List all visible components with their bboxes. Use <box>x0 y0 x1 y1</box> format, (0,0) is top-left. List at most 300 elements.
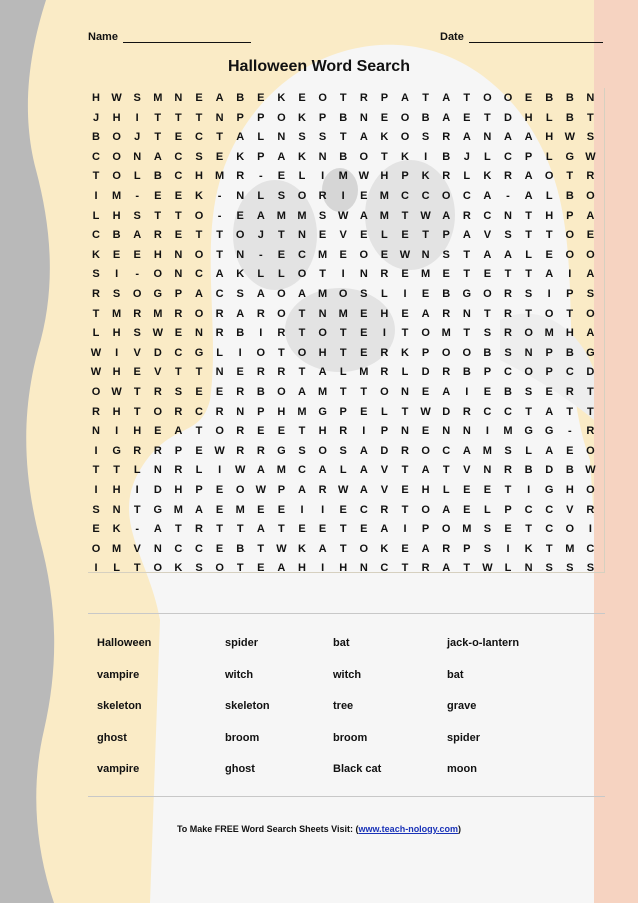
grid-letter[interactable]: E <box>257 503 265 516</box>
grid-letter[interactable]: K <box>92 248 100 261</box>
grid-letter[interactable]: A <box>256 523 265 536</box>
grid-letter[interactable]: A <box>442 386 451 398</box>
grid-letter[interactable]: L <box>216 346 223 359</box>
grid-letter[interactable]: T <box>484 111 491 124</box>
grid-letter[interactable]: T <box>463 92 471 104</box>
grid-letter[interactable]: A <box>586 268 595 281</box>
grid-letter[interactable]: W <box>420 209 431 222</box>
grid-letter[interactable]: R <box>236 386 245 398</box>
grid-letter[interactable]: E <box>360 346 368 359</box>
grid-letter[interactable]: T <box>463 268 471 281</box>
grid-letter[interactable]: A <box>504 248 512 261</box>
grid-letter[interactable]: P <box>236 111 244 124</box>
grid-letter[interactable]: I <box>382 327 386 340</box>
grid-letter[interactable]: B <box>565 92 574 104</box>
grid-letter[interactable]: K <box>236 268 245 281</box>
grid-letter[interactable]: V <box>133 346 141 359</box>
grid-letter[interactable]: T <box>319 268 326 281</box>
grid-letter[interactable]: O <box>277 111 286 124</box>
grid-letter[interactable]: T <box>133 386 141 398</box>
grid-letter[interactable]: L <box>339 464 347 477</box>
grid-letter[interactable]: L <box>484 503 491 516</box>
grid-letter[interactable]: N <box>92 425 100 438</box>
grid-letter[interactable]: M <box>338 307 348 320</box>
grid-letter[interactable]: A <box>524 170 533 183</box>
grid-letter[interactable]: V <box>463 464 471 477</box>
grid-letter[interactable]: O <box>194 248 204 261</box>
grid-letter[interactable]: T <box>195 229 203 242</box>
grid-letter[interactable]: M <box>421 268 431 281</box>
grid-letter[interactable]: C <box>421 190 430 202</box>
grid-letter[interactable]: M <box>173 503 183 516</box>
grid-letter[interactable]: B <box>236 542 245 555</box>
grid-letter[interactable]: O <box>91 386 101 398</box>
grid-letter[interactable]: S <box>504 229 512 242</box>
grid-letter[interactable]: R <box>462 405 471 418</box>
grid-letter[interactable]: A <box>256 209 265 222</box>
grid-letter[interactable]: L <box>257 190 265 202</box>
grid-letter[interactable]: O <box>544 307 554 320</box>
grid-letter[interactable]: R <box>133 444 142 457</box>
grid-letter[interactable]: K <box>174 562 183 575</box>
grid-letter[interactable]: R <box>504 288 512 300</box>
grid-letter[interactable]: P <box>463 542 471 555</box>
grid-letter[interactable]: R <box>174 307 183 320</box>
grid-letter[interactable]: S <box>360 288 368 300</box>
grid-letter[interactable]: O <box>441 523 451 536</box>
grid-letter[interactable]: M <box>297 209 307 222</box>
grid-letter[interactable]: N <box>318 150 327 163</box>
grid-letter[interactable]: I <box>341 190 345 202</box>
grid-letter[interactable]: E <box>174 229 183 242</box>
grid-letter[interactable]: H <box>380 170 389 183</box>
grid-letter[interactable]: R <box>277 366 286 379</box>
grid-letter[interactable]: T <box>339 327 347 340</box>
grid-letter[interactable]: C <box>174 542 183 555</box>
grid-letter[interactable]: K <box>483 170 492 183</box>
grid-letter[interactable]: E <box>483 484 492 496</box>
grid-letter[interactable]: T <box>216 229 223 242</box>
grid-letter[interactable]: E <box>133 248 141 261</box>
grid-letter[interactable]: M <box>318 386 328 398</box>
grid-letter[interactable]: R <box>215 307 224 320</box>
grid-letter[interactable]: T <box>525 307 532 320</box>
grid-letter[interactable]: W <box>337 209 349 222</box>
grid-letter[interactable]: M <box>276 209 286 222</box>
grid-letter[interactable]: M <box>462 523 472 536</box>
grid-letter[interactable]: L <box>525 444 532 457</box>
grid-letter[interactable]: R <box>401 444 409 457</box>
grid-letter[interactable]: C <box>195 131 203 144</box>
grid-letter[interactable]: I <box>321 170 325 183</box>
grid-letter[interactable]: G <box>112 444 121 457</box>
grid-letter[interactable]: A <box>195 288 203 300</box>
grid-letter[interactable]: I <box>135 484 139 496</box>
grid-letter[interactable]: L <box>525 248 532 261</box>
grid-letter[interactable]: E <box>360 190 368 202</box>
grid-letter[interactable]: T <box>154 111 162 124</box>
grid-letter[interactable]: O <box>153 268 163 281</box>
grid-letter[interactable]: P <box>277 484 286 496</box>
grid-letter[interactable]: S <box>174 386 183 398</box>
grid-letter[interactable]: W <box>276 542 287 555</box>
grid-letter[interactable]: N <box>195 327 203 340</box>
grid-letter[interactable]: P <box>257 405 265 418</box>
grid-letter[interactable]: D <box>586 366 595 379</box>
grid-letter[interactable]: A <box>483 190 492 202</box>
grid-letter[interactable]: T <box>175 523 182 536</box>
grid-letter[interactable]: N <box>215 366 224 379</box>
grid-letter[interactable]: T <box>339 523 347 536</box>
grid-letter[interactable]: O <box>359 248 369 261</box>
grid-letter[interactable]: C <box>504 366 512 379</box>
grid-letter[interactable]: P <box>257 150 265 163</box>
grid-letter[interactable]: O <box>112 170 121 183</box>
grid-letter[interactable]: S <box>133 209 141 222</box>
grid-letter[interactable]: T <box>133 562 141 575</box>
grid-letter[interactable]: T <box>339 386 347 398</box>
grid-letter[interactable]: K <box>298 542 306 555</box>
grid-letter[interactable]: R <box>236 444 245 457</box>
grid-letter[interactable]: W <box>90 346 102 359</box>
grid-letter[interactable]: K <box>421 170 430 183</box>
grid-letter[interactable]: W <box>585 150 596 163</box>
grid-letter[interactable]: T <box>278 523 285 536</box>
grid-letter[interactable]: L <box>195 464 203 477</box>
grid-letter[interactable]: E <box>257 425 265 438</box>
grid-letter[interactable]: L <box>463 170 471 183</box>
grid-letter[interactable]: O <box>524 327 533 340</box>
grid-letter[interactable]: P <box>566 288 574 300</box>
grid-letter[interactable]: R <box>380 366 389 379</box>
grid-letter[interactable]: E <box>421 425 430 438</box>
grid-letter[interactable]: R <box>236 425 245 438</box>
grid-letter[interactable]: W <box>90 366 102 379</box>
grid-letter[interactable]: T <box>339 92 347 104</box>
grid-letter[interactable]: L <box>381 229 388 242</box>
grid-letter[interactable]: T <box>133 405 141 418</box>
grid-letter[interactable]: I <box>218 464 222 477</box>
grid-letter[interactable]: E <box>545 386 553 398</box>
grid-letter[interactable]: M <box>482 444 492 457</box>
grid-letter[interactable]: O <box>565 229 575 242</box>
grid-letter[interactable]: R <box>565 386 574 398</box>
grid-letter[interactable]: K <box>298 111 306 124</box>
grid-letter[interactable]: I <box>115 346 119 359</box>
grid-letter[interactable]: T <box>195 111 203 124</box>
grid-letter[interactable]: - <box>567 425 572 438</box>
grid-letter[interactable]: O <box>297 346 307 359</box>
grid-letter[interactable]: M <box>215 170 225 183</box>
grid-letter[interactable]: P <box>195 484 203 496</box>
grid-letter[interactable]: A <box>215 92 224 104</box>
grid-letter[interactable]: L <box>545 150 553 163</box>
grid-letter[interactable]: H <box>380 307 389 320</box>
grid-letter[interactable]: O <box>483 288 492 300</box>
grid-letter[interactable]: K <box>277 92 286 104</box>
grid-letter[interactable]: R <box>380 503 389 516</box>
grid-letter[interactable]: T <box>381 150 388 163</box>
grid-letter[interactable]: S <box>339 444 347 457</box>
grid-letter[interactable]: C <box>359 503 368 516</box>
grid-letter[interactable]: N <box>421 248 430 261</box>
grid-letter[interactable]: E <box>339 248 347 261</box>
grid-letter[interactable]: L <box>545 111 553 124</box>
grid-letter[interactable]: T <box>278 346 285 359</box>
grid-letter[interactable]: G <box>586 346 595 359</box>
grid-letter[interactable]: E <box>524 92 533 104</box>
grid-letter[interactable]: C <box>545 503 554 516</box>
grid-letter[interactable]: E <box>215 484 224 496</box>
grid-letter[interactable]: S <box>483 327 492 340</box>
grid-letter[interactable]: E <box>257 92 265 104</box>
grid-letter[interactable]: L <box>504 562 512 575</box>
grid-letter[interactable]: R <box>92 288 100 300</box>
grid-letter[interactable]: K <box>401 346 409 359</box>
grid-letter[interactable]: A <box>153 150 162 163</box>
grid-letter[interactable]: T <box>175 209 182 222</box>
grid-letter[interactable]: R <box>174 464 183 477</box>
grid-letter[interactable]: - <box>506 190 510 202</box>
grid-letter[interactable]: S <box>442 248 450 261</box>
grid-letter[interactable]: B <box>112 229 121 242</box>
grid-letter[interactable]: K <box>401 150 409 163</box>
grid-letter[interactable]: D <box>504 111 512 124</box>
grid-letter[interactable]: E <box>298 523 306 536</box>
grid-letter[interactable]: D <box>380 444 389 457</box>
grid-letter[interactable]: P <box>545 366 553 379</box>
grid-letter[interactable]: C <box>504 405 512 418</box>
grid-letter[interactable]: C <box>483 405 492 418</box>
grid-letter[interactable]: T <box>401 503 409 516</box>
grid-letter[interactable]: R <box>504 307 512 320</box>
grid-letter[interactable]: B <box>153 170 162 183</box>
grid-letter[interactable]: B <box>236 327 245 340</box>
grid-letter[interactable]: G <box>524 425 533 438</box>
grid-letter[interactable]: I <box>135 111 139 124</box>
grid-letter[interactable]: V <box>566 503 574 516</box>
grid-letter[interactable]: N <box>174 92 183 104</box>
grid-letter[interactable]: B <box>442 288 451 300</box>
grid-letter[interactable]: C <box>195 268 203 281</box>
grid-letter[interactable]: O <box>318 92 327 104</box>
grid-letter[interactable]: C <box>380 562 389 575</box>
grid-letter[interactable]: H <box>112 366 121 379</box>
grid-letter[interactable]: B <box>565 111 574 124</box>
grid-letter[interactable]: W <box>337 484 349 496</box>
grid-letter[interactable]: S <box>133 327 141 340</box>
grid-letter[interactable]: S <box>298 131 306 144</box>
grid-letter[interactable]: E <box>566 444 574 457</box>
grid-letter[interactable]: T <box>504 268 512 281</box>
grid-letter[interactable]: E <box>195 386 203 398</box>
grid-letter[interactable]: E <box>360 229 368 242</box>
grid-letter[interactable]: P <box>339 405 347 418</box>
grid-letter[interactable]: R <box>442 366 451 379</box>
grid-letter[interactable]: B <box>92 131 100 144</box>
grid-letter[interactable]: T <box>442 464 450 477</box>
grid-letter[interactable]: M <box>359 366 369 379</box>
grid-letter[interactable]: T <box>504 484 512 496</box>
grid-letter[interactable]: N <box>483 464 492 477</box>
grid-letter[interactable]: T <box>525 209 532 222</box>
grid-letter[interactable]: B <box>565 346 574 359</box>
grid-letter[interactable]: E <box>298 92 306 104</box>
grid-letter[interactable]: T <box>92 170 100 183</box>
grid-letter[interactable]: M <box>153 307 163 320</box>
grid-letter[interactable]: R <box>504 170 512 183</box>
grid-letter[interactable]: L <box>92 209 100 222</box>
grid-letter[interactable]: P <box>545 346 553 359</box>
grid-letter[interactable]: O <box>503 92 513 104</box>
grid-letter[interactable]: L <box>545 190 553 202</box>
grid-letter[interactable]: O <box>380 386 389 398</box>
grid-letter[interactable]: B <box>545 92 554 104</box>
grid-letter[interactable]: N <box>359 111 368 124</box>
grid-letter[interactable]: M <box>565 542 575 555</box>
grid-letter[interactable]: R <box>380 346 389 359</box>
grid-letter[interactable]: N <box>236 190 245 202</box>
grid-letter[interactable]: O <box>194 209 204 222</box>
grid-letter[interactable]: K <box>298 150 306 163</box>
grid-letter[interactable]: R <box>586 425 595 438</box>
grid-letter[interactable]: E <box>401 542 409 555</box>
grid-letter[interactable]: V <box>380 464 389 477</box>
grid-letter[interactable]: I <box>588 523 592 536</box>
grid-letter[interactable]: J <box>134 131 141 144</box>
grid-letter[interactable]: N <box>174 248 183 261</box>
grid-letter[interactable]: - <box>135 268 140 281</box>
grid-letter[interactable]: P <box>257 111 265 124</box>
grid-letter[interactable]: G <box>277 444 286 457</box>
grid-letter[interactable]: H <box>112 111 121 124</box>
grid-letter[interactable]: W <box>358 170 369 183</box>
grid-letter[interactable]: E <box>401 268 409 281</box>
grid-letter[interactable]: A <box>524 131 533 144</box>
grid-letter[interactable]: W <box>234 464 246 477</box>
grid-letter[interactable]: A <box>442 111 451 124</box>
grid-letter[interactable]: P <box>174 444 183 457</box>
grid-letter[interactable]: A <box>298 484 306 496</box>
grid-letter[interactable]: O <box>256 346 266 359</box>
grid-letter[interactable]: A <box>359 131 368 144</box>
grid-letter[interactable]: B <box>483 346 492 359</box>
grid-letter[interactable]: O <box>194 307 204 320</box>
grid-letter[interactable]: I <box>362 425 366 438</box>
grid-letter[interactable]: R <box>256 307 265 320</box>
grid-letter[interactable]: G <box>544 484 554 496</box>
grid-letter[interactable]: M <box>297 405 307 418</box>
grid-letter[interactable]: I <box>403 523 407 536</box>
grid-letter[interactable]: S <box>92 503 100 516</box>
grid-letter[interactable]: R <box>442 307 451 320</box>
grid-letter[interactable]: M <box>379 190 389 202</box>
grid-letter[interactable]: T <box>463 327 471 340</box>
grid-letter[interactable]: M <box>112 190 122 202</box>
grid-letter[interactable]: I <box>94 444 98 457</box>
grid-letter[interactable]: S <box>236 288 244 300</box>
grid-letter[interactable]: B <box>339 150 348 163</box>
grid-letter[interactable]: E <box>401 307 409 320</box>
grid-letter[interactable]: R <box>153 444 162 457</box>
grid-letter[interactable]: A <box>215 268 224 281</box>
grid-letter[interactable]: C <box>92 150 100 163</box>
grid-letter[interactable]: I <box>485 425 489 438</box>
grid-letter[interactable]: A <box>236 131 245 144</box>
grid-letter[interactable]: H <box>133 425 142 438</box>
grid-letter[interactable]: C <box>524 503 533 516</box>
grid-letter[interactable]: C <box>215 288 224 300</box>
grid-letter[interactable]: N <box>112 503 121 516</box>
grid-letter[interactable]: P <box>401 170 409 183</box>
grid-letter[interactable]: A <box>442 92 451 104</box>
grid-letter[interactable]: S <box>524 386 533 398</box>
grid-letter[interactable]: O <box>359 150 369 163</box>
grid-letter[interactable]: S <box>566 562 574 575</box>
grid-letter[interactable]: A <box>256 464 265 477</box>
grid-letter[interactable]: W <box>564 131 575 144</box>
grid-letter[interactable]: A <box>380 523 389 536</box>
grid-letter[interactable]: T <box>422 92 429 104</box>
grid-letter[interactable]: O <box>400 131 410 144</box>
grid-letter[interactable]: A <box>545 268 554 281</box>
grid-letter[interactable]: G <box>565 150 575 163</box>
grid-letter[interactable]: G <box>153 503 163 516</box>
grid-letter[interactable]: C <box>483 209 492 222</box>
grid-letter[interactable]: N <box>174 268 183 281</box>
grid-letter[interactable]: T <box>195 366 203 379</box>
grid-letter[interactable]: B <box>565 464 574 477</box>
grid-letter[interactable]: A <box>483 248 492 261</box>
grid-letter[interactable]: O <box>441 190 451 202</box>
grid-letter[interactable]: S <box>586 131 595 144</box>
grid-letter[interactable]: S <box>421 131 430 144</box>
grid-letter[interactable]: E <box>360 327 368 340</box>
grid-letter[interactable]: C <box>195 405 203 418</box>
grid-letter[interactable]: N <box>586 92 595 104</box>
grid-letter[interactable]: O <box>359 542 369 555</box>
grid-letter[interactable]: A <box>153 523 162 536</box>
grid-letter[interactable]: I <box>115 268 119 281</box>
grid-letter[interactable]: M <box>112 307 122 320</box>
grid-letter[interactable]: T <box>195 425 203 438</box>
grid-letter[interactable]: N <box>318 307 327 320</box>
grid-letter[interactable]: T <box>298 307 306 320</box>
grid-letter[interactable]: N <box>277 131 286 144</box>
grid-letter[interactable]: I <box>94 484 98 496</box>
grid-letter[interactable]: H <box>112 405 121 418</box>
grid-letter[interactable]: V <box>380 484 389 496</box>
grid-letter[interactable]: R <box>174 405 183 418</box>
grid-letter[interactable]: - <box>135 190 140 202</box>
grid-letter[interactable]: N <box>483 131 492 144</box>
grid-letter[interactable]: I <box>341 268 345 281</box>
grid-letter[interactable]: I <box>300 503 304 516</box>
grid-letter[interactable]: I <box>321 503 325 516</box>
grid-letter[interactable]: R <box>442 170 451 183</box>
grid-letter[interactable]: R <box>586 503 595 516</box>
grid-letter[interactable]: A <box>256 288 265 300</box>
grid-letter[interactable]: A <box>298 288 306 300</box>
grid-letter[interactable]: R <box>153 229 162 242</box>
grid-letter[interactable]: R <box>153 386 162 398</box>
grid-letter[interactable]: R <box>586 170 595 183</box>
grid-letter[interactable]: H <box>195 170 203 183</box>
grid-letter[interactable]: P <box>380 425 389 438</box>
grid-letter[interactable]: T <box>257 542 265 555</box>
grid-letter[interactable]: A <box>318 542 327 555</box>
grid-letter[interactable]: M <box>441 327 451 340</box>
